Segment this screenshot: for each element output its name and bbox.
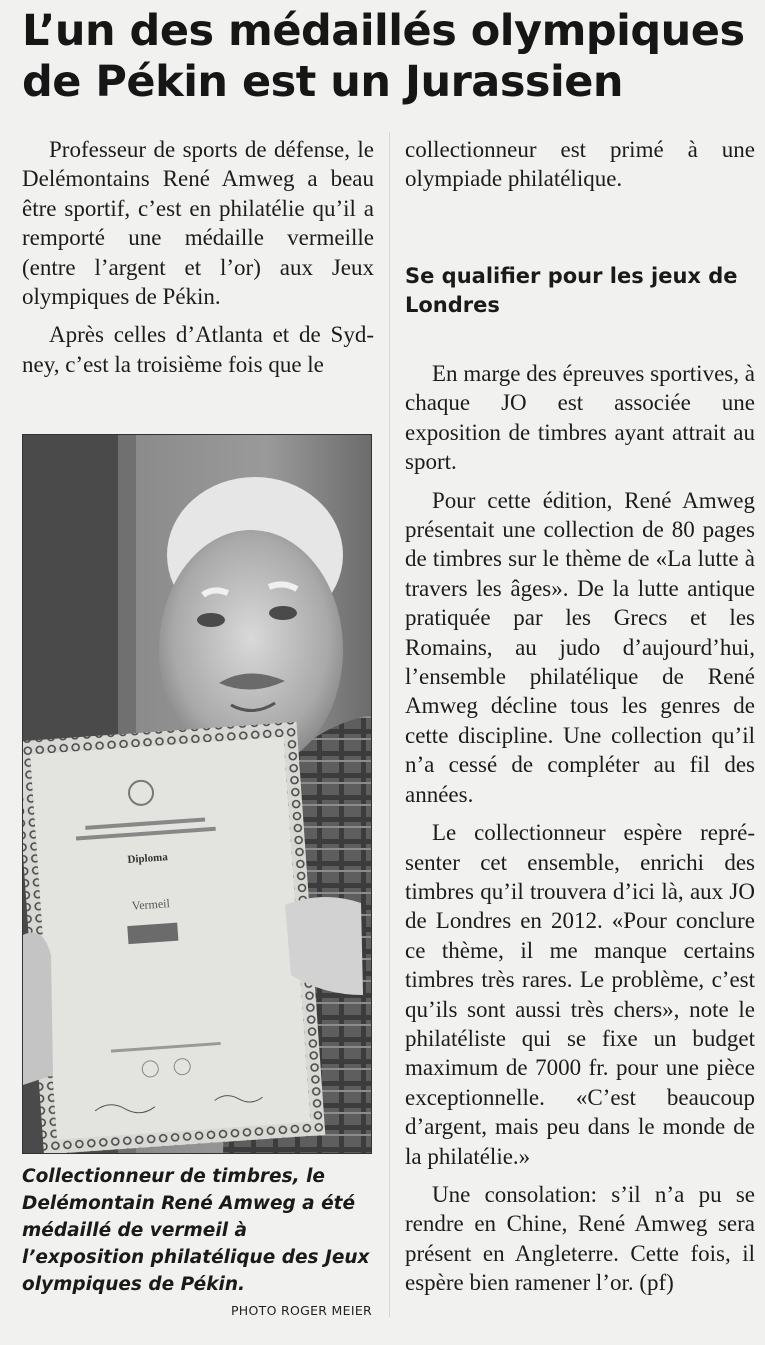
diploma-award: Vermeil [131,896,171,913]
article-photo [22,434,372,1154]
paragraph-exhibition: En marge des épreuves sportives, à chaque JO est associée une exposition de timbres ayant attrait au sport. [405,361,755,475]
headline-line-1: L’un des médaillés olympiques [22,6,745,56]
column-divider [389,132,390,1317]
headline [22,6,752,108]
paragraph-consolation: Une consolation: s’il n’a pu se rendre en Chine, René Amweg sera présent en Angleterre. Cette fois, il espère bien ramener l’or. (pf) [405,1181,755,1296]
paragraph-collection: Pour cette édition, René Amweg présentait une collection de 80 pages de timbres sur le thème de «La lutte à travers les âges». De la lutte antique pratiquée par les Grecs et les Romains, au judo d’aujourd’hui, l’ensemble philatélique de René Amweg décline tous les genres de cette discipline. Une collection qu’il n’a cessé de compléter au fil des années. [405,487,755,807]
paragraph-continuation: collectionneur est primé à une olympiade philatélique. [405,137,755,192]
photo-credit: PHOTO ROGER MEIER [230,1303,372,1318]
diploma-title: Diploma [127,851,169,866]
headline-line-2: de Pékin est un Jurassien [22,57,624,107]
right-column-continuation [405,135,755,203]
paragraph-intro: Professeur de sports de défense, le Delémontains René Amweg a beau être sportif, c’est en philatélie qu’il a remporté une médaille vermeille (entre l’argent et l’or) aux Jeux olympiques de Pékin. [22,137,374,310]
photo-caption: Collectionneur de timbres, le Delémontain René Amweg a été médaillé de vermeil à l’exposition philatélique des Jeux olympiques de Pékin. [22,1166,370,1295]
subheading: Se qualifier pour les jeux de Londres [405,264,738,317]
paragraph-previous-olympics: Après celles d’Atlanta et de Sydney, c’est la troisième fois que le [22,322,374,377]
paragraph-london: Le collectionneur espère représenter cet ensemble, enrichi des timbres qu’il trouvera d’ici là, aux JO de Londres en 2012. «Pour conclure ce thème, il me manque certains timbres très rares. Le problème, c’est qu’ils sont aussi très chers», note le philatéliste qui se fixe un budget maximum de 7000 fr. pour une pièce exceptionnelle. «C’est beaucoup d’argent, mais peu dans le monde de la philatélie.» [405,820,755,1169]
right-column [405,359,755,1307]
diploma [23,722,325,1153]
left-column [22,135,374,388]
